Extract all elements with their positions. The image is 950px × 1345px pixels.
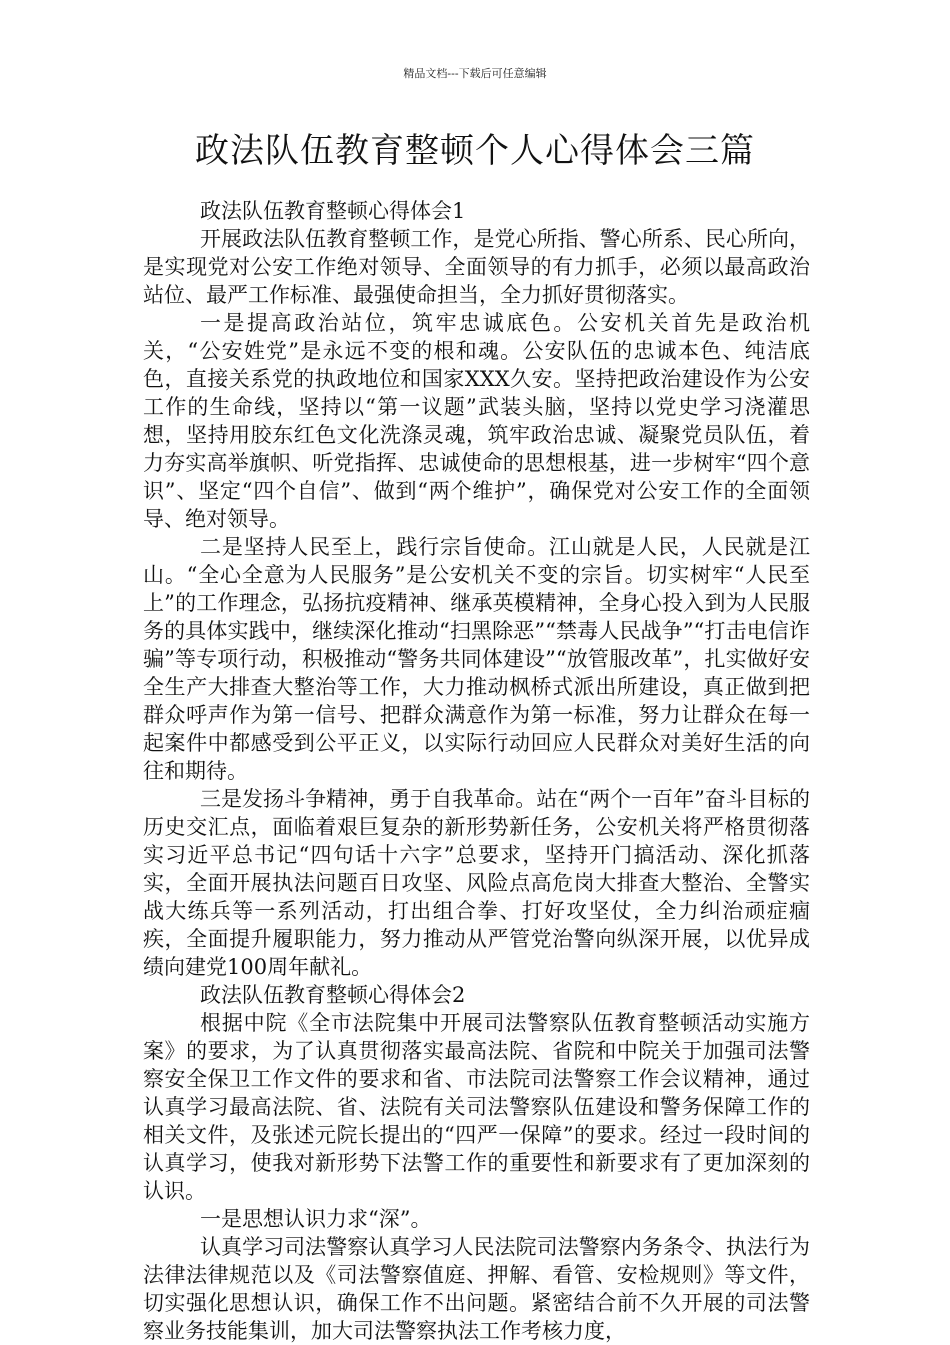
- section-heading-1: 政法队伍教育整顿心得体会1: [200, 199, 466, 223]
- section-heading-2: 政法队伍教育整顿心得体会2: [200, 983, 466, 1007]
- body-paragraph: 一是提高政治站位，筑牢忠诚底色。公安机关首先是政治机关，“公安姓党”是永远不变的根和魂。公安队伍的忠诚本色、纯洁底色，直接关系党的执政地位和国家XXX久安。坚持把政治建设作为公安工作的生命线，坚持以“第一议题”武装头脑，坚持以党史学习浇灌思想，坚持用胶东红色文化洗涤灵魂，筑牢政治忠诚、凝聚党员队伍，着力夯实高举旗帜、听党指挥、忠诚使命的思想根基，进一步树牢“四个意识”、坚定“四个自信”、做到“两个维护”，确保党对公安工作的全面领导、绝对领导。: [143, 311, 810, 531]
- body-paragraph: 认真学习司法警察认真学习人民法院司法警察内务条令、执法行为法律法律规范以及《司法警察值庭、押解、看管、安检规则》等文件，切实强化思想认识，确保工作不出问题。紧密结合前不久开展的司法警察业务技能集训，加大司法警察执法工作考核力度，: [143, 1235, 810, 1343]
- subheading: 一是思想认识力求“深”。: [200, 1207, 432, 1231]
- document-title: 政法队伍教育整顿个人心得体会三篇: [195, 131, 755, 171]
- body-paragraph: 三是发扬斗争精神，勇于自我革命。站在“两个一百年”奋斗目标的历史交汇点，面临着艰巨复杂的新形势新任务，公安机关将严格贯彻落实习近平总书记“四句话十六字”总要求，坚持开门搞活动、深化抓落实，全面开展执法问题百日攻坚、风险点高危岗大排查大整治、全警实战大练兵等一系列活动，打出组合拳、打好攻坚仗，全力纠治顽症痼疾，全面提升履职能力，努力推动从严管党治警向纵深开展，以优异成绩向建党100周年献礼。: [143, 787, 810, 979]
- body-paragraph: 二是坚持人民至上，践行宗旨使命。江山就是人民，人民就是江山。“全心全意为人民服务”是公安机关不变的宗旨。切实树牢“人民至上”的工作理念，弘扬抗疫精神、继承英模精神，全身心投入到为人民服务的具体实践中，继续深化推动“扫黑除恶”“禁毒人民战争”“打击电信诈骗”等专项行动，积极推动“警务共同体建设”“放管服改革”，扎实做好安全生产大排查大整治等工作，大力推动枫桥式派出所建设，真正做到把群众呼声作为第一信号、把群众满意作为第一标准，努力让群众在每一起案件中都感受到公平正义，以实际行动回应人民群众对美好生活的向往和期待。: [143, 535, 810, 783]
- body-paragraph: 根据中院《全市法院集中开展司法警察队伍教育整顿活动实施方案》的要求，为了认真贯彻落实最高法院、省院和中院关于加强司法警察安全保卫工作文件的要求和省、市法院司法警察工作会议精神，通过认真学习最高法院、省、法院有关司法警察队伍建设和警务保障工作的相关文件，及张述元院长提出的“四严一保障”的要求。经过一段时间的认真学习，使我对新形势下法警工作的重要性和新要求有了更加深刻的认识。: [143, 1011, 810, 1203]
- document-body: [143, 197, 810, 1345]
- header-note: 精品文档---下载后可任意编辑: [403, 67, 547, 80]
- body-paragraph: 开展政法队伍教育整顿工作，是党心所指、警心所系、民心所向，是实现党对公安工作绝对领导、全面领导的有力抓手，必须以最高政治站位、最严工作标准、最强使命担当，全力抓好贯彻落实。: [143, 227, 810, 307]
